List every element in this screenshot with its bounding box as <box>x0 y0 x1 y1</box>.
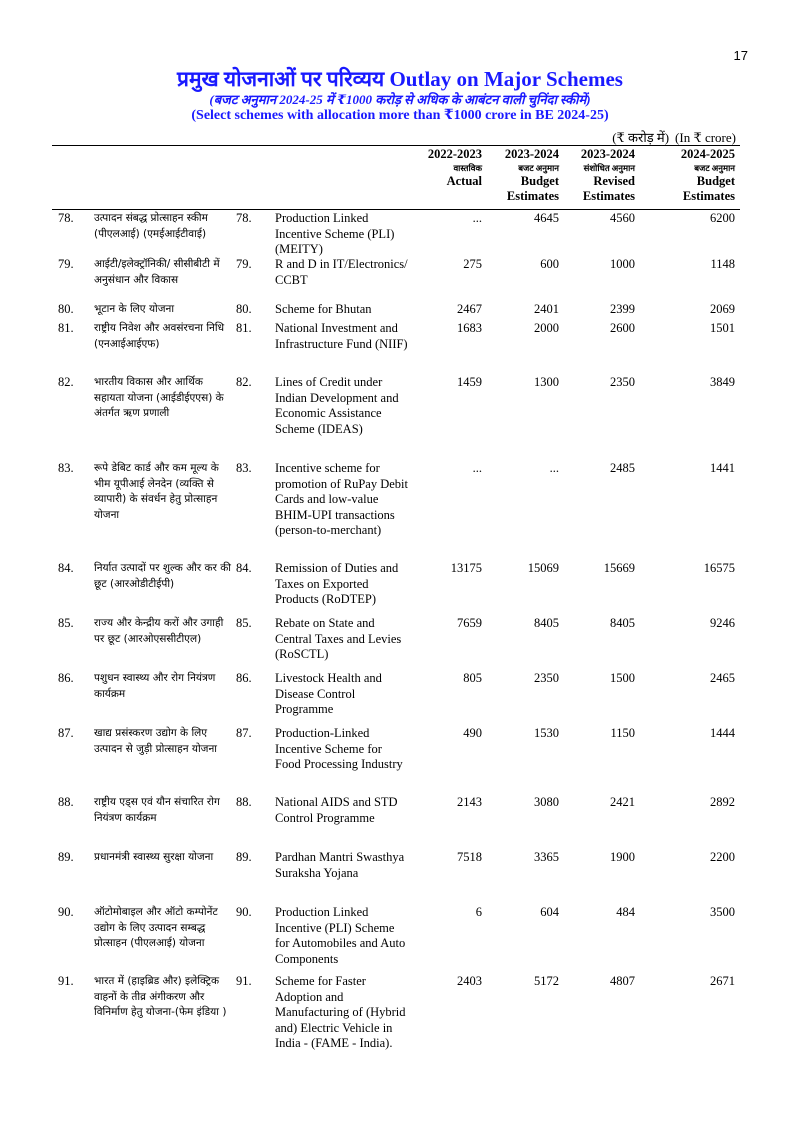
scheme-name-hindi: आईटी/इलेक्ट्रॉनिकी/ सीसीबीटी में अनुसंधान और विकास <box>94 258 220 286</box>
value-re-2023: 1500 <box>610 671 635 685</box>
value-be-2024: 1148 <box>710 257 735 271</box>
value-re-2023: 484 <box>616 905 635 919</box>
serial-number-hindi: 80. <box>58 302 74 316</box>
serial-number-english: 81. <box>236 321 252 335</box>
column-label-english: Actual <box>446 174 482 188</box>
value-be-2023: 5172 <box>534 974 559 988</box>
serial-number-hindi: 85. <box>58 616 74 630</box>
serial-number-english: 91. <box>236 974 252 988</box>
column-header-re-2023 <box>563 147 635 204</box>
scheme-name-hindi: राज्य और केन्द्रीय करों और उगाही पर छूट (आरओएससीटीएल) <box>94 617 224 645</box>
value-be-2023: 15069 <box>527 561 559 575</box>
value-actual: 275 <box>463 257 482 271</box>
serial-number-hindi: 84. <box>58 561 74 575</box>
column-label-hindi: संशोधित अनुमान <box>583 163 635 173</box>
scheme-name-hindi: राष्ट्रीय निवेश और अवसंरचना निधि (एनआईआईएफ) <box>94 322 225 350</box>
serial-number-english: 86. <box>236 671 252 685</box>
subtitle-english: (Select schemes with allocation more than ₹1000 crore in BE 2024-25) <box>191 108 609 123</box>
value-actual: 13175 <box>450 561 482 575</box>
value-actual: 2143 <box>457 795 482 809</box>
value-be-2024: 2200 <box>710 850 735 864</box>
column-year: 2023-2024 <box>580 147 635 161</box>
serial-number-english: 83. <box>236 461 252 475</box>
serial-number-english: 84. <box>236 561 252 575</box>
value-be-2023: 3080 <box>534 795 559 809</box>
serial-number-hindi: 88. <box>58 795 74 809</box>
serial-number-english: 82. <box>236 375 252 389</box>
scheme-name-hindi: राष्ट्रीय एड्स एवं यौन संचारित रोग नियंत्रण कार्यक्रम <box>94 796 220 824</box>
serial-number-english: 88. <box>236 795 252 809</box>
value-actual: 1683 <box>457 321 482 335</box>
value-be-2023: 1530 <box>534 726 559 740</box>
scheme-name-english: R and D in IT/Electronics/ CCBT <box>275 257 408 287</box>
value-be-2024: 9246 <box>710 616 735 630</box>
scheme-name-hindi: खाद्य प्रसंस्करण उद्योग के लिए उत्पादन से जुड़ी प्रोत्साहन योजना <box>94 727 218 755</box>
scheme-name-hindi: भूटान के लिए योजना <box>94 303 175 315</box>
value-re-2023: 2485 <box>610 461 635 475</box>
value-be-2023: 1300 <box>534 375 559 389</box>
serial-number-english: 85. <box>236 616 252 630</box>
value-be-2023: 604 <box>540 905 559 919</box>
column-label-hindi: वास्तविक <box>453 163 482 173</box>
column-label-english: Revised Estimates <box>582 174 635 203</box>
serial-number-english: 89. <box>236 850 252 864</box>
scheme-name-hindi: निर्यात उत्पादों पर शुल्क और कर की छूट (आरओडीटीईपी) <box>94 562 231 590</box>
value-be-2024: 2069 <box>710 302 735 316</box>
value-actual: ... <box>472 461 482 475</box>
value-be-2023: 2401 <box>534 302 559 316</box>
serial-number-hindi: 91. <box>58 974 74 988</box>
header-bottom-rule <box>52 209 740 210</box>
value-actual: 2467 <box>457 302 482 316</box>
scheme-name-english: Production-Linked Incentive Scheme for Food Processing Industry <box>275 726 403 771</box>
serial-number-hindi: 81. <box>58 321 74 335</box>
serial-number-hindi: 83. <box>58 461 74 475</box>
scheme-name-english: Scheme for Faster Adoption and Manufacturing of (Hybrid and) Electric Vehicle in India - (FAME - India). <box>275 974 406 1050</box>
value-be-2024: 3500 <box>710 905 735 919</box>
column-year: 2022-2023 <box>427 147 482 161</box>
column-header-be-2023 <box>487 147 559 204</box>
serial-number-hindi: 90. <box>58 905 74 919</box>
serial-number-english: 80. <box>236 302 252 316</box>
value-actual: 2403 <box>457 974 482 988</box>
value-actual: 6 <box>475 905 482 919</box>
scheme-name-english: Production Linked Incentive (PLI) Scheme for Automobiles and Auto Components <box>275 905 406 966</box>
scheme-name-hindi: ऑटोमोबाइल और ऑटो कम्पोनेंट उद्योग के लिए उत्पादन सम्बद्ध प्रोत्साहन (पीएलआई) योजना <box>94 906 218 949</box>
value-re-2023: 4807 <box>610 974 635 988</box>
value-re-2023: 1900 <box>610 850 635 864</box>
scheme-name-english: Incentive scheme for promotion of RuPay Debit Cards and low-value BHIM-UPI transactions (person-to-merchant) <box>275 461 408 537</box>
serial-number-english: 79. <box>236 257 252 271</box>
scheme-name-hindi: रूपे डेबिट कार्ड और कम मूल्य के भीम यूपीआई लेनदेन (व्यक्ति से व्यापारी) के संवर्धन हेतु प्रोत्साहन योजना <box>94 462 219 521</box>
value-re-2023: 15669 <box>603 561 635 575</box>
unit-english: (In ₹ crore) <box>675 130 736 145</box>
scheme-name-english: Remission of Duties and Taxes on Exported Products (RoDTEP) <box>275 561 399 606</box>
value-be-2024: 1444 <box>710 726 735 740</box>
value-be-2024: 1501 <box>710 321 735 335</box>
title-block <box>0 66 800 125</box>
column-label-english: Budget Estimates <box>682 174 735 203</box>
value-re-2023: 4560 <box>610 211 635 225</box>
scheme-name-english: Production Linked Incentive Scheme (PLI) (MEITY) <box>275 211 395 256</box>
serial-number-english: 90. <box>236 905 252 919</box>
page-number: 17 <box>733 48 748 63</box>
serial-number-hindi: 78. <box>58 211 74 225</box>
column-header-be-2024 <box>663 147 735 204</box>
value-actual: 490 <box>463 726 482 740</box>
value-be-2023: 600 <box>540 257 559 271</box>
unit-hindi: (₹ करोड़ में) <box>612 130 670 145</box>
column-label-hindi: बजट अनुमान <box>694 163 735 173</box>
value-be-2024: 3849 <box>710 375 735 389</box>
value-be-2024: 2465 <box>710 671 735 685</box>
value-re-2023: 2350 <box>610 375 635 389</box>
scheme-name-hindi: भारत में (हाइब्रिड और) इलेक्ट्रिक वाहनों के तीव्र अंगीकरण और विनिर्माण हेतु योजना-(फेम इंडिया ) <box>94 975 227 1018</box>
value-be-2023: 3365 <box>534 850 559 864</box>
scheme-name-english: Livestock Health and Disease Control Programme <box>275 671 382 716</box>
unit-note <box>606 128 736 146</box>
column-year: 2023-2024 <box>504 147 559 161</box>
scheme-name-hindi: प्रधानमंत्री स्वास्थ्य सुरक्षा योजना <box>94 851 214 863</box>
scheme-name-english: Lines of Credit under Indian Development and Economic Assistance Scheme (IDEAS) <box>275 375 399 436</box>
title-hindi: प्रमुख योजनाओं पर परिव्यय <box>177 67 385 91</box>
value-be-2024: 6200 <box>710 211 735 225</box>
value-be-2024: 2892 <box>710 795 735 809</box>
column-label-english: Budget Estimates <box>506 174 559 203</box>
serial-number-hindi: 82. <box>58 375 74 389</box>
scheme-name-hindi: पशुधन स्वास्थ्य और रोग नियंत्रण कार्यक्रम <box>94 672 216 700</box>
value-be-2024: 16575 <box>703 561 735 575</box>
value-be-2023: 8405 <box>534 616 559 630</box>
value-be-2023: 4645 <box>534 211 559 225</box>
scheme-name-english: National AIDS and STD Control Programme <box>275 795 398 825</box>
column-label-hindi: बजट अनुमान <box>518 163 559 173</box>
scheme-name-english: National Investment and Infrastructure Fund (NIIF) <box>275 321 408 351</box>
serial-number-english: 87. <box>236 726 252 740</box>
value-be-2024: 2671 <box>710 974 735 988</box>
value-actual: 7518 <box>457 850 482 864</box>
title-english: Outlay on Major Schemes <box>389 67 623 91</box>
serial-number-hindi: 89. <box>58 850 74 864</box>
serial-number-hindi: 86. <box>58 671 74 685</box>
scheme-name-english: Pardhan Mantri Swasthya Suraksha Yojana <box>275 850 405 880</box>
header-top-rule <box>52 145 740 146</box>
value-re-2023: 1000 <box>610 257 635 271</box>
serial-number-english: 78. <box>236 211 252 225</box>
value-re-2023: 2600 <box>610 321 635 335</box>
subtitle-hindi: (बजट अनुमान 2024-25 में ₹1000 करोड़ से अधिक के आबंटन वाली चुनिंदा स्कीमें) <box>209 92 591 107</box>
value-actual: 7659 <box>457 616 482 630</box>
serial-number-hindi: 79. <box>58 257 74 271</box>
scheme-name-english: Rebate on State and Central Taxes and Levies (RoSCTL) <box>275 616 402 661</box>
value-actual: 1459 <box>457 375 482 389</box>
value-re-2023: 8405 <box>610 616 635 630</box>
value-re-2023: 2399 <box>610 302 635 316</box>
serial-number-hindi: 87. <box>58 726 74 740</box>
page-title <box>0 66 800 92</box>
value-be-2023: ... <box>549 461 559 475</box>
value-be-2024: 1441 <box>710 461 735 475</box>
value-be-2023: 2350 <box>534 671 559 685</box>
scheme-name-hindi: उत्पादन संबद्ध प्रोत्साहन स्कीम (पीएलआई) (एमईआईटीवाई) <box>94 212 208 240</box>
scheme-name-english: Scheme for Bhutan <box>275 302 372 316</box>
value-actual: 805 <box>463 671 482 685</box>
column-header-actual <box>410 147 482 189</box>
scheme-name-hindi: भारतीय विकास और आर्थिक सहायता योजना (आईडीईएएस) के अंतर्गत ऋण प्रणाली <box>94 376 224 419</box>
value-re-2023: 1150 <box>610 726 635 740</box>
value-re-2023: 2421 <box>610 795 635 809</box>
column-year: 2024-2025 <box>680 147 735 161</box>
value-actual: ... <box>472 211 482 225</box>
value-be-2023: 2000 <box>534 321 559 335</box>
